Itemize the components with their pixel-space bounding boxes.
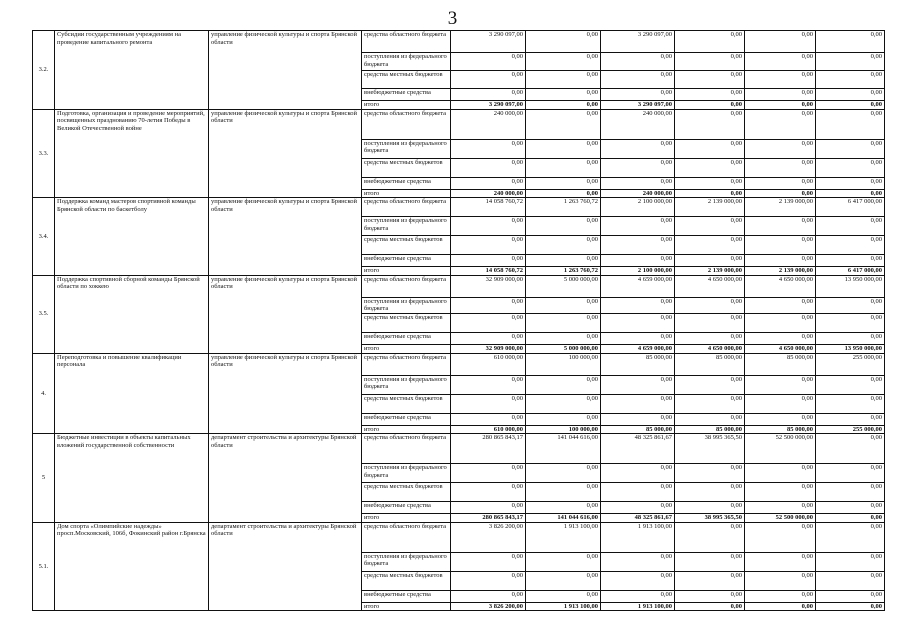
amount-cell: 0,00 <box>816 53 885 71</box>
amount-cell: 0,00 <box>526 31 601 53</box>
amount-cell: 240 000,00 <box>451 109 526 139</box>
amount-cell: 0,00 <box>526 552 601 571</box>
amount-cell: 0,00 <box>816 434 885 464</box>
amount-cell: 0,00 <box>451 53 526 71</box>
item-name-cell: Поддержка команд мастеров спортивной команды Брянской области по баскетболу <box>55 198 209 276</box>
amount-cell: 3 290 097,00 <box>451 31 526 53</box>
amount-cell: 0,00 <box>745 53 816 71</box>
amount-cell: 85 000,00 <box>601 353 675 375</box>
amount-cell: 0,00 <box>601 217 675 236</box>
funding-source-cell: внебюджетные средства <box>362 590 451 602</box>
amount-cell: 0,00 <box>675 375 745 394</box>
amount-cell: 0,00 <box>526 297 601 313</box>
amount-cell: 0,00 <box>816 255 885 267</box>
amount-cell: 0,00 <box>816 375 885 394</box>
amount-cell: 0,00 <box>601 177 675 189</box>
amount-cell: 0,00 <box>675 571 745 590</box>
amount-cell: 38 995 365,50 <box>675 514 745 523</box>
amount-cell: 100 000,00 <box>526 353 601 375</box>
amount-cell: 0,00 <box>526 394 601 413</box>
amount-cell: 0,00 <box>526 177 601 189</box>
amount-cell: 0,00 <box>451 139 526 158</box>
funding-source-cell: средства областного бюджета <box>362 198 451 217</box>
amount-cell: 0,00 <box>675 464 745 483</box>
amount-cell: 0,00 <box>675 602 745 611</box>
amount-cell: 0,00 <box>451 177 526 189</box>
item-name-cell: Дом спорта «Олимпийские надежды» просп.Московский, 106б, Фокинский район г.Брянска <box>55 522 209 611</box>
amount-cell: 2 100 000,00 <box>601 267 675 276</box>
amount-cell: 0,00 <box>601 464 675 483</box>
item-name-cell: Бюджетные инвестиции в объекты капитальных вложений государственной собственности <box>55 434 209 523</box>
amount-cell: 0,00 <box>745 31 816 53</box>
table-row <box>33 434 885 464</box>
amount-cell: 0,00 <box>816 522 885 552</box>
funding-source-cell: средства местных бюджетов <box>362 71 451 89</box>
funding-source-cell: средства областного бюджета <box>362 109 451 139</box>
amount-cell: 0,00 <box>745 255 816 267</box>
amount-cell: 4 659 000,00 <box>601 344 675 353</box>
amount-cell: 0,00 <box>745 177 816 189</box>
amount-cell: 85 000,00 <box>601 425 675 434</box>
amount-cell: 0,00 <box>601 332 675 344</box>
amount-cell: 0,00 <box>526 109 601 139</box>
amount-cell: 0,00 <box>816 590 885 602</box>
table-row <box>33 109 885 139</box>
amount-cell: 0,00 <box>745 89 816 101</box>
amount-cell: 0,00 <box>745 236 816 255</box>
amount-cell: 0,00 <box>601 236 675 255</box>
amount-cell: 0,00 <box>816 413 885 425</box>
amount-cell: 0,00 <box>816 464 885 483</box>
amount-cell: 0,00 <box>451 89 526 101</box>
amount-cell: 0,00 <box>526 236 601 255</box>
amount-cell: 0,00 <box>601 502 675 514</box>
amount-cell: 0,00 <box>816 89 885 101</box>
funding-source-cell: поступления из федерального бюджета <box>362 464 451 483</box>
amount-cell: 0,00 <box>675 413 745 425</box>
amount-cell: 0,00 <box>675 332 745 344</box>
item-code-cell: 3.3. <box>33 109 55 198</box>
amount-cell: 13 950 000,00 <box>816 275 885 297</box>
amount-cell: 240 000,00 <box>601 189 675 198</box>
amount-cell: 52 500 000,00 <box>745 434 816 464</box>
amount-cell: 0,00 <box>601 394 675 413</box>
amount-cell: 0,00 <box>601 139 675 158</box>
amount-cell: 0,00 <box>745 502 816 514</box>
funding-source-cell: средства областного бюджета <box>362 522 451 552</box>
funding-source-cell: внебюджетные средства <box>362 332 451 344</box>
amount-cell: 255 000,00 <box>816 425 885 434</box>
amount-cell: 0,00 <box>601 313 675 332</box>
amount-cell: 0,00 <box>601 413 675 425</box>
funding-source-cell: внебюджетные средства <box>362 413 451 425</box>
amount-cell: 85 000,00 <box>745 425 816 434</box>
funding-source-cell: итого <box>362 267 451 276</box>
amount-cell: 0,00 <box>526 571 601 590</box>
amount-cell: 0,00 <box>745 109 816 139</box>
amount-cell: 0,00 <box>451 158 526 177</box>
amount-cell: 32 909 000,00 <box>451 275 526 297</box>
amount-cell: 0,00 <box>745 522 816 552</box>
amount-cell: 0,00 <box>745 313 816 332</box>
funding-source-cell: итого <box>362 602 451 611</box>
amount-cell: 2 100 000,00 <box>601 198 675 217</box>
amount-cell: 0,00 <box>816 217 885 236</box>
amount-cell: 3 290 097,00 <box>601 101 675 110</box>
amount-cell: 1 913 100,00 <box>526 522 601 552</box>
amount-cell: 610 000,00 <box>451 425 526 434</box>
amount-cell: 0,00 <box>745 375 816 394</box>
amount-cell: 280 865 843,17 <box>451 434 526 464</box>
amount-cell: 85 000,00 <box>745 353 816 375</box>
amount-cell: 0,00 <box>675 217 745 236</box>
amount-cell: 0,00 <box>601 375 675 394</box>
item-executor-cell: управление физической культуры и спорта Брянской области <box>209 198 362 276</box>
amount-cell: 240 000,00 <box>601 109 675 139</box>
budget-table <box>32 30 885 611</box>
amount-cell: 13 950 000,00 <box>816 344 885 353</box>
amount-cell: 0,00 <box>675 177 745 189</box>
amount-cell: 0,00 <box>526 590 601 602</box>
amount-cell: 32 909 000,00 <box>451 344 526 353</box>
funding-source-cell: средства местных бюджетов <box>362 158 451 177</box>
item-code-cell: 3.2. <box>33 31 55 110</box>
funding-source-cell: поступления из федерального бюджета <box>362 375 451 394</box>
funding-source-cell: средства местных бюджетов <box>362 313 451 332</box>
amount-cell: 280 865 843,17 <box>451 514 526 523</box>
amount-cell: 0,00 <box>601 255 675 267</box>
funding-source-cell: внебюджетные средства <box>362 89 451 101</box>
amount-cell: 0,00 <box>675 89 745 101</box>
amount-cell: 4 650 000,00 <box>745 275 816 297</box>
amount-cell: 0,00 <box>675 297 745 313</box>
amount-cell: 85 000,00 <box>675 353 745 375</box>
table-row <box>33 198 885 217</box>
amount-cell: 0,00 <box>451 297 526 313</box>
funding-source-cell: внебюджетные средства <box>362 502 451 514</box>
amount-cell: 2 139 000,00 <box>745 198 816 217</box>
amount-cell: 0,00 <box>526 217 601 236</box>
amount-cell: 100 000,00 <box>526 425 601 434</box>
item-executor-cell: управление физической культуры и спорта Брянской области <box>209 275 362 353</box>
amount-cell: 0,00 <box>745 552 816 571</box>
amount-cell: 0,00 <box>675 255 745 267</box>
amount-cell: 3 290 097,00 <box>601 31 675 53</box>
amount-cell: 0,00 <box>601 590 675 602</box>
funding-source-cell: средства областного бюджета <box>362 434 451 464</box>
amount-cell: 141 044 616,00 <box>526 434 601 464</box>
funding-source-cell: итого <box>362 101 451 110</box>
amount-cell: 0,00 <box>816 502 885 514</box>
amount-cell: 0,00 <box>526 101 601 110</box>
amount-cell: 0,00 <box>745 464 816 483</box>
amount-cell: 0,00 <box>675 313 745 332</box>
amount-cell: 1 913 100,00 <box>601 522 675 552</box>
amount-cell: 0,00 <box>816 31 885 53</box>
funding-source-cell: поступления из федерального бюджета <box>362 53 451 71</box>
item-executor-cell: управление физической культуры и спорта Брянской области <box>209 31 362 110</box>
amount-cell: 0,00 <box>675 522 745 552</box>
funding-source-cell: внебюджетные средства <box>362 177 451 189</box>
amount-cell: 0,00 <box>526 139 601 158</box>
amount-cell: 0,00 <box>816 236 885 255</box>
amount-cell: 0,00 <box>526 313 601 332</box>
funding-source-cell: поступления из федерального бюджета <box>362 217 451 236</box>
amount-cell: 0,00 <box>675 53 745 71</box>
amount-cell: 1 913 100,00 <box>526 602 601 611</box>
amount-cell: 0,00 <box>451 71 526 89</box>
funding-source-cell: поступления из федерального бюджета <box>362 139 451 158</box>
amount-cell: 2 139 000,00 <box>675 198 745 217</box>
amount-cell: 0,00 <box>526 375 601 394</box>
funding-source-cell: средства областного бюджета <box>362 353 451 375</box>
table-row <box>33 31 885 53</box>
funding-source-cell: итого <box>362 514 451 523</box>
amount-cell: 0,00 <box>526 89 601 101</box>
amount-cell: 0,00 <box>526 483 601 502</box>
amount-cell: 0,00 <box>526 255 601 267</box>
table-row <box>33 275 885 297</box>
amount-cell: 14 058 760,72 <box>451 198 526 217</box>
amount-cell: 0,00 <box>745 413 816 425</box>
amount-cell: 0,00 <box>816 71 885 89</box>
amount-cell: 0,00 <box>601 571 675 590</box>
amount-cell: 610 000,00 <box>451 353 526 375</box>
amount-cell: 0,00 <box>745 571 816 590</box>
amount-cell: 0,00 <box>526 464 601 483</box>
amount-cell: 0,00 <box>526 502 601 514</box>
amount-cell: 0,00 <box>675 31 745 53</box>
amount-cell: 0,00 <box>451 255 526 267</box>
amount-cell: 0,00 <box>601 158 675 177</box>
amount-cell: 0,00 <box>745 101 816 110</box>
item-name-cell: Подготовка, организация и проведение мероприятий, посвященных празднованию 70-летия Победы в Великой Отечественной войне <box>55 109 209 198</box>
amount-cell: 0,00 <box>745 217 816 236</box>
amount-cell: 0,00 <box>675 502 745 514</box>
amount-cell: 0,00 <box>745 158 816 177</box>
amount-cell: 4 650 000,00 <box>745 344 816 353</box>
funding-source-cell: итого <box>362 344 451 353</box>
item-code-cell: 4. <box>33 353 55 434</box>
amount-cell: 0,00 <box>675 552 745 571</box>
amount-cell: 0,00 <box>451 313 526 332</box>
amount-cell: 0,00 <box>675 189 745 198</box>
amount-cell: 0,00 <box>451 552 526 571</box>
amount-cell: 0,00 <box>451 502 526 514</box>
table-row <box>33 353 885 375</box>
amount-cell: 0,00 <box>526 413 601 425</box>
funding-source-cell: средства областного бюджета <box>362 31 451 53</box>
item-code-cell: 5.1. <box>33 522 55 611</box>
amount-cell: 0,00 <box>745 297 816 313</box>
amount-cell: 0,00 <box>816 483 885 502</box>
item-code-cell: 5 <box>33 434 55 523</box>
amount-cell: 0,00 <box>601 89 675 101</box>
amount-cell: 52 500 000,00 <box>745 514 816 523</box>
funding-source-cell: поступления из федерального бюджета <box>362 552 451 571</box>
amount-cell: 0,00 <box>816 514 885 523</box>
item-executor-cell: департамент строительства и архитектуры Брянской области <box>209 522 362 611</box>
item-code-cell: 3.4. <box>33 198 55 276</box>
amount-cell: 0,00 <box>451 217 526 236</box>
amount-cell: 14 058 760,72 <box>451 267 526 276</box>
item-executor-cell: управление физической культуры и спорта Брянской области <box>209 109 362 198</box>
amount-cell: 0,00 <box>601 53 675 71</box>
amount-cell: 0,00 <box>816 571 885 590</box>
amount-cell: 48 325 861,67 <box>601 514 675 523</box>
amount-cell: 0,00 <box>816 602 885 611</box>
item-name-cell: Субсидии государственным учреждениям на проведение капитального ремонта <box>55 31 209 110</box>
amount-cell: 5 000 000,00 <box>526 344 601 353</box>
amount-cell: 0,00 <box>526 53 601 71</box>
funding-source-cell: средства местных бюджетов <box>362 571 451 590</box>
item-executor-cell: управление физической культуры и спорта Брянской области <box>209 353 362 434</box>
amount-cell: 0,00 <box>816 313 885 332</box>
amount-cell: 2 139 000,00 <box>675 267 745 276</box>
amount-cell: 4 650 000,00 <box>675 275 745 297</box>
item-name-cell: Переподготовка и повышение квалификации персонала <box>55 353 209 434</box>
amount-cell: 0,00 <box>745 394 816 413</box>
amount-cell: 0,00 <box>451 394 526 413</box>
amount-cell: 0,00 <box>451 413 526 425</box>
amount-cell: 0,00 <box>675 158 745 177</box>
amount-cell: 4 659 000,00 <box>601 275 675 297</box>
amount-cell: 0,00 <box>745 483 816 502</box>
item-name-cell: Поддержка спортивной сборной команды Брянской области по хоккею <box>55 275 209 353</box>
amount-cell: 38 995 365,50 <box>675 434 745 464</box>
amount-cell: 0,00 <box>816 158 885 177</box>
amount-cell: 0,00 <box>816 394 885 413</box>
amount-cell: 0,00 <box>745 590 816 602</box>
amount-cell: 0,00 <box>816 177 885 189</box>
item-executor-cell: департамент строительства и архитектуры Брянской области <box>209 434 362 523</box>
amount-cell: 0,00 <box>745 189 816 198</box>
amount-cell: 0,00 <box>601 552 675 571</box>
item-code-cell: 3.5. <box>33 275 55 353</box>
amount-cell: 0,00 <box>675 394 745 413</box>
funding-source-cell: внебюджетные средства <box>362 255 451 267</box>
amount-cell: 0,00 <box>816 297 885 313</box>
funding-source-cell: средства областного бюджета <box>362 275 451 297</box>
amount-cell: 0,00 <box>816 101 885 110</box>
funding-source-cell: средства местных бюджетов <box>362 394 451 413</box>
amount-cell: 0,00 <box>451 590 526 602</box>
amount-cell: 1 263 760,72 <box>526 267 601 276</box>
amount-cell: 255 000,00 <box>816 353 885 375</box>
table-row <box>33 522 885 552</box>
funding-source-cell: средства местных бюджетов <box>362 236 451 255</box>
amount-cell: 0,00 <box>526 158 601 177</box>
amount-cell: 0,00 <box>745 139 816 158</box>
amount-cell: 0,00 <box>451 571 526 590</box>
page-number: 3 <box>447 8 458 29</box>
amount-cell: 0,00 <box>526 189 601 198</box>
amount-cell: 141 044 616,00 <box>526 514 601 523</box>
amount-cell: 0,00 <box>451 236 526 255</box>
amount-cell: 0,00 <box>526 332 601 344</box>
amount-cell: 0,00 <box>675 71 745 89</box>
amount-cell: 3 826 200,00 <box>451 522 526 552</box>
amount-cell: 0,00 <box>675 483 745 502</box>
amount-cell: 0,00 <box>675 590 745 602</box>
amount-cell: 0,00 <box>451 464 526 483</box>
amount-cell: 0,00 <box>675 139 745 158</box>
funding-source-cell: итого <box>362 425 451 434</box>
funding-source-cell: средства местных бюджетов <box>362 483 451 502</box>
amount-cell: 85 000,00 <box>675 425 745 434</box>
amount-cell: 0,00 <box>526 71 601 89</box>
amount-cell: 0,00 <box>675 236 745 255</box>
amount-cell: 1 913 100,00 <box>601 602 675 611</box>
amount-cell: 0,00 <box>816 109 885 139</box>
amount-cell: 6 417 000,00 <box>816 267 885 276</box>
amount-cell: 0,00 <box>601 297 675 313</box>
amount-cell: 1 263 760,72 <box>526 198 601 217</box>
amount-cell: 0,00 <box>816 189 885 198</box>
amount-cell: 0,00 <box>451 483 526 502</box>
amount-cell: 0,00 <box>601 71 675 89</box>
amount-cell: 3 826 200,00 <box>451 602 526 611</box>
amount-cell: 240 000,00 <box>451 189 526 198</box>
amount-cell: 0,00 <box>745 332 816 344</box>
amount-cell: 0,00 <box>745 71 816 89</box>
amount-cell: 0,00 <box>816 332 885 344</box>
amount-cell: 0,00 <box>675 109 745 139</box>
amount-cell: 0,00 <box>451 375 526 394</box>
amount-cell: 3 290 097,00 <box>451 101 526 110</box>
funding-source-cell: поступления из федерального бюджета <box>362 297 451 313</box>
amount-cell: 0,00 <box>745 602 816 611</box>
funding-source-cell: итого <box>362 189 451 198</box>
amount-cell: 0,00 <box>675 101 745 110</box>
amount-cell: 48 325 861,67 <box>601 434 675 464</box>
amount-cell: 0,00 <box>601 483 675 502</box>
amount-cell: 5 000 000,00 <box>526 275 601 297</box>
amount-cell: 0,00 <box>816 139 885 158</box>
amount-cell: 0,00 <box>816 552 885 571</box>
amount-cell: 0,00 <box>451 332 526 344</box>
amount-cell: 6 417 000,00 <box>816 198 885 217</box>
amount-cell: 4 650 000,00 <box>675 344 745 353</box>
amount-cell: 2 139 000,00 <box>745 267 816 276</box>
